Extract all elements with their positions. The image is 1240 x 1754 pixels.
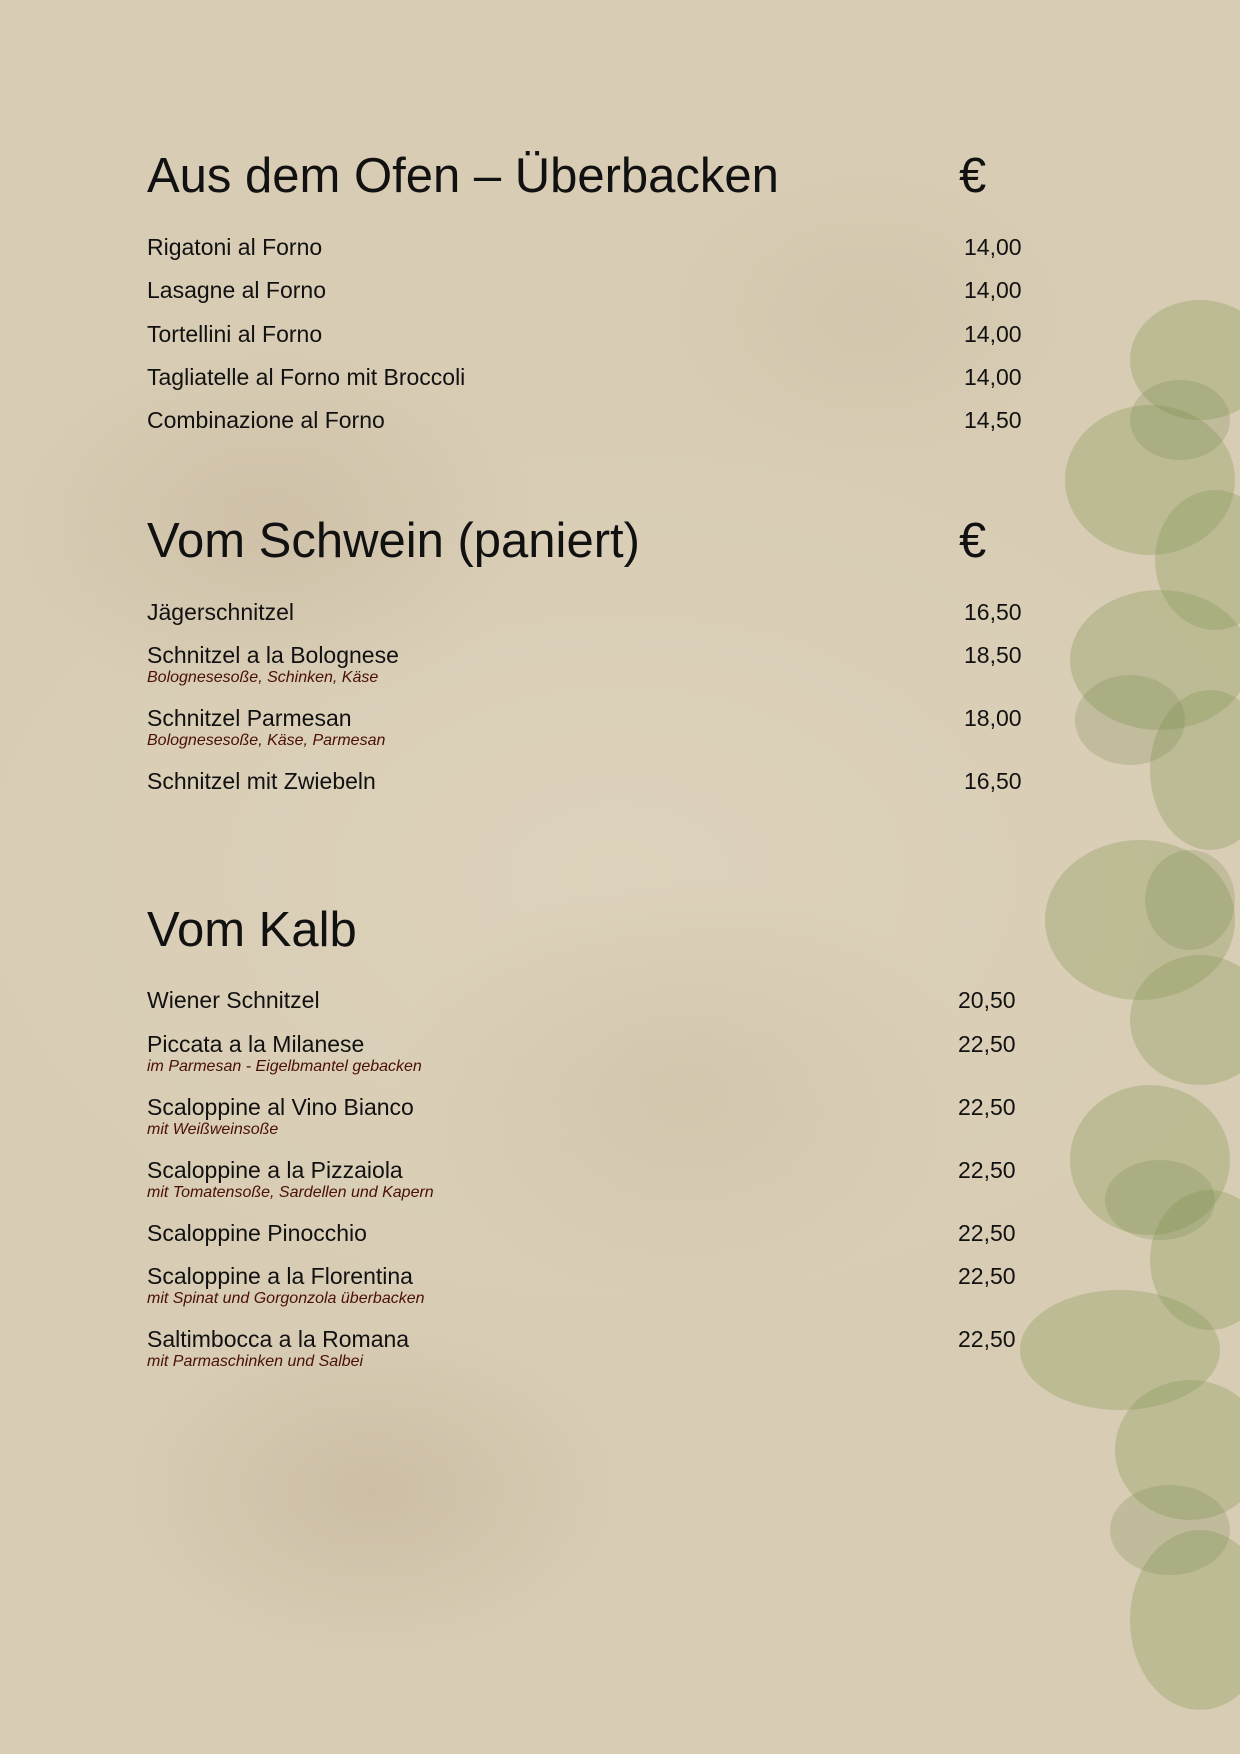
section-header <box>147 146 1027 206</box>
menu-item <box>147 276 1027 304</box>
menu-item-price: 22,50 <box>958 1094 1016 1120</box>
menu-item-name: Scaloppine Pinocchio <box>147 1220 367 1246</box>
menu-item <box>147 233 1027 261</box>
menu-item-price: 14,00 <box>964 364 1022 390</box>
menu-item-price: 22,50 <box>958 1220 1016 1246</box>
menu-item <box>147 1262 1027 1308</box>
menu-item <box>147 1030 1027 1076</box>
menu-item-name: Scaloppine al Vino Bianco <box>147 1094 414 1120</box>
menu-item-price: 14,00 <box>964 321 1022 347</box>
section-header <box>147 900 1027 960</box>
menu-item-description: mit Parmaschinken und Salbei <box>147 1353 364 1370</box>
section-header <box>147 511 1027 571</box>
menu-item-name: Wiener Schnitzel <box>147 987 320 1013</box>
section-ofen <box>147 146 1027 433</box>
leaf-decoration-graphic <box>1000 300 1240 1754</box>
menu-item-price: 14,50 <box>964 407 1022 433</box>
menu-item-price: 22,50 <box>958 1157 1016 1183</box>
menu-item-price: 14,00 <box>964 277 1022 303</box>
menu-item-name: Schnitzel Parmesan <box>147 705 352 731</box>
menu-item <box>147 1156 1027 1202</box>
menu-item-name: Piccata a la Milanese <box>147 1031 365 1057</box>
menu-item-name: Schnitzel mit Zwiebeln <box>147 768 376 794</box>
menu-item-name: Tagliatelle al Forno mit Broccoli <box>147 364 466 390</box>
menu-item-price: 22,50 <box>958 1031 1016 1057</box>
menu-item-description: Bolognesesoße, Käse, Parmesan <box>147 732 386 749</box>
menu-item-price: 14,00 <box>964 234 1022 260</box>
menu-item-name: Combinazione al Forno <box>147 407 385 433</box>
section-kalb <box>147 900 1027 1370</box>
menu-item-name: Jägerschnitzel <box>147 599 295 625</box>
menu-item <box>147 767 1027 795</box>
menu-item <box>147 406 1027 434</box>
menu-item-description: im Parmesan - Eigelbmantel gebacken <box>147 1058 422 1075</box>
menu-item-description: mit Tomatensoße, Sardellen und Kapern <box>147 1184 434 1201</box>
menu-item-name: Schnitzel a la Bolognese <box>147 642 399 668</box>
menu-item-name: Scaloppine a la Pizzaiola <box>147 1157 403 1183</box>
menu-item-description: Bolognesesoße, Schinken, Käse <box>147 669 379 686</box>
currency-symbol: € <box>959 514 987 568</box>
menu-item-name: Tortellini al Forno <box>147 321 323 347</box>
menu-item-description: mit Spinat und Gorgonzola überbacken <box>147 1290 425 1307</box>
menu-item <box>147 641 1027 687</box>
section-schwein <box>147 511 1027 794</box>
menu-item-price: 16,50 <box>964 599 1022 625</box>
menu-item-price: 16,50 <box>964 768 1022 794</box>
menu-item-name: Lasagne al Forno <box>147 277 327 303</box>
menu-item-price: 18,50 <box>964 642 1022 668</box>
menu-item <box>147 704 1027 750</box>
menu-item-price: 20,50 <box>958 987 1016 1013</box>
section-title: Aus dem Ofen – Überbacken <box>147 149 779 203</box>
menu-item-name: Scaloppine a la Florentina <box>147 1263 413 1289</box>
menu-item-price: 18,00 <box>964 705 1022 731</box>
section-title: Vom Kalb <box>147 903 357 957</box>
menu-item <box>147 363 1027 391</box>
menu-item-name: Rigatoni al Forno <box>147 234 323 260</box>
menu-item-description: mit Weißweinsoße <box>147 1121 279 1138</box>
menu-item-price: 22,50 <box>958 1326 1016 1352</box>
currency-symbol: € <box>959 149 987 203</box>
section-title: Vom Schwein (paniert) <box>147 514 640 568</box>
menu-item-price: 22,50 <box>958 1263 1016 1289</box>
menu-item <box>147 1219 1027 1247</box>
leaf-decoration <box>1000 300 1240 1754</box>
menu-item <box>147 1325 1027 1371</box>
menu-item <box>147 1093 1027 1139</box>
menu-item-name: Saltimbocca a la Romana <box>147 1326 410 1352</box>
menu-item <box>147 598 1027 626</box>
menu-item <box>147 986 1027 1014</box>
menu-item <box>147 320 1027 348</box>
